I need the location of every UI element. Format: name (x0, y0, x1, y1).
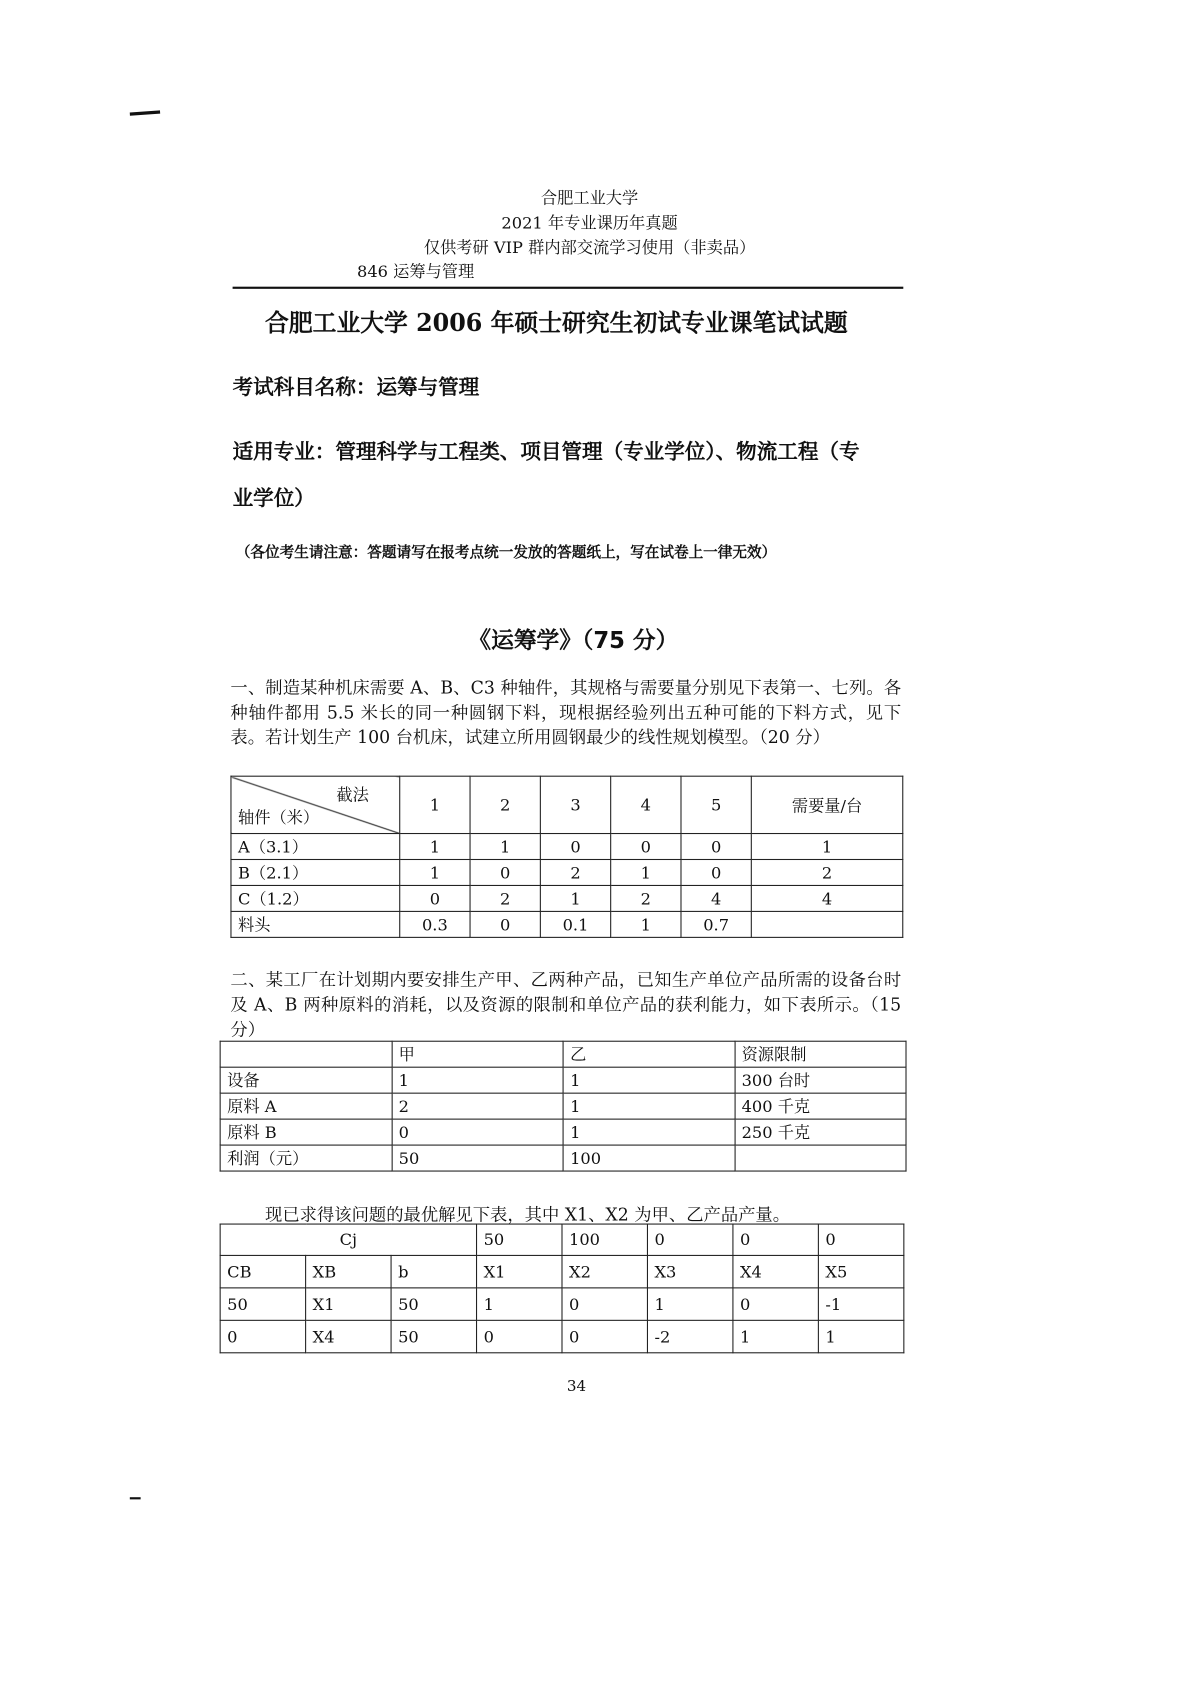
cj-value: 0 (733, 1224, 818, 1255)
header-course-code: 846 运筹与管理 (356, 261, 475, 282)
table-cell: b (391, 1255, 476, 1287)
table-header-row (220, 1255, 904, 1287)
table-cell: 1 (470, 834, 540, 860)
column-header: 需要量/台 (751, 776, 902, 833)
table-cell: -1 (818, 1288, 903, 1320)
corner-top-label: 截法 (336, 785, 369, 805)
row-label: 料头 (231, 911, 400, 937)
column-header: 4 (611, 776, 681, 833)
table-cell: 0 (400, 885, 470, 911)
cj-value: 100 (562, 1224, 647, 1255)
table-cell: 0 (611, 834, 681, 860)
row-label: C（1.2） (231, 885, 400, 911)
row-label: 原料 A (220, 1093, 391, 1119)
scan-mark (130, 1497, 141, 1499)
table-cell: 甲 (392, 1041, 563, 1067)
table-cell: 2 (540, 859, 610, 885)
table-cell (751, 911, 902, 937)
table-row (231, 859, 903, 885)
table-cell: 1 (611, 911, 681, 937)
table-cell: CB (220, 1255, 305, 1287)
table-cell: X2 (562, 1255, 647, 1287)
table-cell: 1 (477, 1288, 562, 1320)
table-cell: 0 (562, 1288, 647, 1320)
table-cell: 1 (611, 859, 681, 885)
table-cell: 300 台时 (735, 1067, 906, 1093)
optimal-solution-sentence: 现已求得该问题的最优解见下表，其中 X1、X2 为甲、乙产品产量。 (265, 1204, 791, 1225)
table-row (220, 1119, 906, 1145)
table-cell: 0 (470, 859, 540, 885)
table-cell: 1 (392, 1067, 563, 1093)
table-cell: 50 (392, 1145, 563, 1171)
section-title: 《运筹学》（75 分） (468, 627, 679, 654)
row-label: 设备 (220, 1067, 391, 1093)
cutting-table (230, 776, 903, 938)
table-row (231, 885, 903, 911)
row-label: 利润（元） (220, 1145, 391, 1171)
table-cell: 1 (563, 1067, 734, 1093)
table-cell: 50 (391, 1288, 476, 1320)
header-notice: 仅供考研 VIP 群内部交流学习使用（非卖品） (423, 237, 756, 258)
table-cell: 1 (563, 1093, 734, 1119)
row-label: A（3.1） (231, 834, 400, 860)
table-cell: X1 (477, 1255, 562, 1287)
table-cell: 50 (391, 1320, 476, 1352)
table-cell: 0 (220, 1320, 305, 1352)
table-cell: 0 (392, 1119, 563, 1145)
column-header: 1 (400, 776, 470, 833)
cj-value: 0 (647, 1224, 732, 1255)
cj-label: Cj (220, 1224, 476, 1255)
table-cell (735, 1145, 906, 1171)
table-cell: 0 (681, 834, 751, 860)
table-cell: 0 (470, 911, 540, 937)
table-cell: 0 (562, 1320, 647, 1352)
table-cell: 250 千克 (735, 1119, 906, 1145)
column-header: 3 (540, 776, 610, 833)
table-row (220, 1288, 904, 1320)
table-cell: 100 (563, 1145, 734, 1171)
table-cell: 0.3 (400, 911, 470, 937)
row-label: B（2.1） (231, 859, 400, 885)
table-cell: X4 (306, 1320, 391, 1352)
corner-bottom-label: 轴件（米） (237, 808, 320, 828)
table-row (231, 911, 903, 937)
table-cell: 4 (681, 885, 751, 911)
exam-notice: （各位考生请注意：答题请写在报考点统一发放的答题纸上，写在试卷上一律无效） (235, 544, 777, 562)
applicable-majors-cont: 业学位） (232, 486, 315, 511)
resource-table (220, 1041, 907, 1172)
simplex-table (220, 1224, 905, 1354)
table-cell: 1 (400, 859, 470, 885)
table-cell: XB (306, 1255, 391, 1287)
table-cell: X5 (818, 1255, 903, 1287)
table-cell: 0 (477, 1320, 562, 1352)
table-cell: 1 (733, 1320, 818, 1352)
table-header-row (220, 1041, 906, 1067)
table-cell: 2 (470, 885, 540, 911)
question-1-text: 一、制造某种机床需要 A、B、C3 种轴件，其规格与需要量分别见下表第一、七列。各种轴件都用 5.5 米长的同一种圆钢下料，现根据经验列出五种可能的下料方式，见下表。若计划生产 100 台机床，试建立所用圆钢最少的线性规划模型。（20 分） (230, 677, 902, 748)
table-cell: 0 (681, 859, 751, 885)
header-rule (233, 287, 904, 289)
table-cell: 50 (220, 1288, 305, 1320)
table-row (220, 1093, 906, 1119)
table-cell: 1 (751, 834, 902, 860)
table-cell: 0 (733, 1288, 818, 1320)
table-header-row (231, 776, 903, 833)
header-university: 合肥工业大学 (540, 188, 639, 208)
table-cell: 乙 (563, 1041, 734, 1067)
table-cell: 2 (392, 1093, 563, 1119)
cj-value: 0 (818, 1224, 903, 1255)
table-cell: X4 (733, 1255, 818, 1287)
table-cell: 1 (647, 1288, 732, 1320)
table-row (220, 1320, 904, 1352)
row-label: 原料 B (220, 1119, 391, 1145)
table-row (231, 834, 903, 860)
row-label (220, 1041, 391, 1067)
table-cell: 0.7 (681, 911, 751, 937)
table-row (220, 1067, 906, 1093)
column-header: 2 (470, 776, 540, 833)
table-cell: 400 千克 (735, 1093, 906, 1119)
table-cell: 2 (611, 885, 681, 911)
table-cell: 1 (563, 1119, 734, 1145)
table-cell: 4 (751, 885, 902, 911)
table-cell: X3 (647, 1255, 732, 1287)
page-number: 34 (566, 1378, 587, 1396)
applicable-majors: 适用专业：管理科学与工程类、项目管理（专业学位）、物流工程（专 (232, 440, 860, 465)
table-cell: 1 (540, 885, 610, 911)
cj-row (220, 1224, 904, 1255)
table-cell: 1 (400, 834, 470, 860)
diagonal-header-cell (231, 776, 400, 833)
column-header: 5 (681, 776, 751, 833)
exam-title: 合肥工业大学 2006 年硕士研究生初试专业课笔试试题 (265, 309, 848, 338)
cj-value: 50 (477, 1224, 562, 1255)
scan-mark (130, 110, 160, 115)
table-cell: 0.1 (540, 911, 610, 937)
table-row (220, 1145, 906, 1171)
question-2-text: 二、某工厂在计划期内要安排生产甲、乙两种产品，已知生产单位产品所需的设备台时及 A、B 两种原料的消耗，以及资源的限制和单位产品的获利能力，如下表所示。（15 分） (230, 969, 902, 1040)
subject-name: 考试科目名称：运筹与管理 (232, 375, 480, 400)
table-cell: 0 (540, 834, 610, 860)
table-cell: 2 (751, 859, 902, 885)
table-cell: -2 (647, 1320, 732, 1352)
header-subtitle: 2021 年专业课历年真题 (501, 213, 678, 233)
table-cell: 1 (818, 1320, 903, 1352)
table-cell: X1 (306, 1288, 391, 1320)
table-cell: 资源限制 (735, 1041, 906, 1067)
